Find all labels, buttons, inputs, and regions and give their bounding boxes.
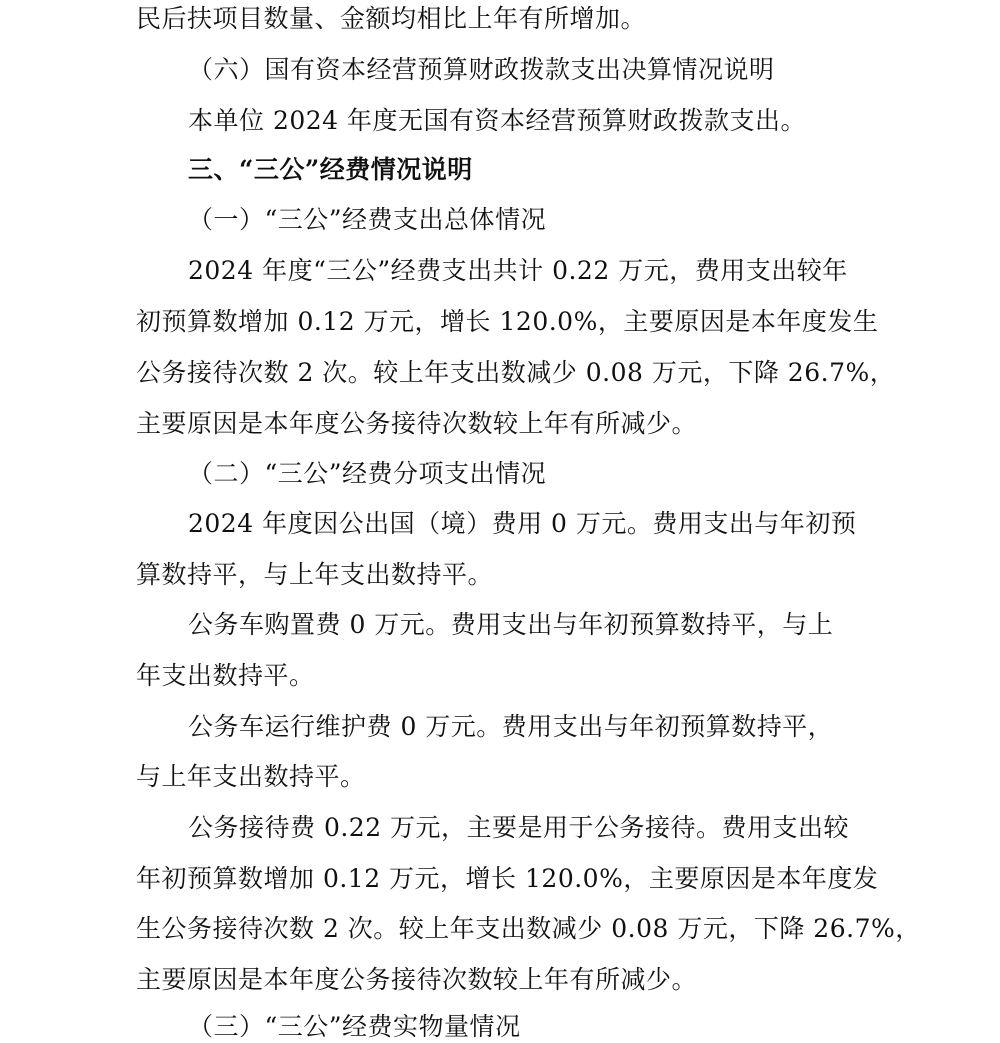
paragraph-line: 生公务接待次数 2 次。较上年支出数减少 0.08 万元，下降 26.7%， bbox=[136, 914, 921, 943]
paragraph-line: 与上年支出数持平。 bbox=[136, 762, 366, 791]
section-heading: （三）“三公”经费实物量情况 bbox=[188, 1012, 521, 1041]
paragraph-line: 公务车购置费 0 万元。费用支出与年初预算数持平，与上 bbox=[188, 610, 834, 639]
paragraph-line: 主要原因是本年度公务接待次数较上年有所减少。 bbox=[136, 409, 698, 438]
paragraph-line: 公务接待次数 2 次。较上年支出数减少 0.08 万元，下降 26.7%， bbox=[136, 358, 896, 387]
paragraph-line: 年初预算数增加 0.12 万元，增长 120.0%，主要原因是本年度发 bbox=[136, 864, 879, 893]
paragraph-line: 2024 年度因公出国（境）费用 0 万元。费用支出与年初预 bbox=[188, 509, 857, 538]
paragraph-line: 本单位 2024 年度无国有资本经营预算财政拨款支出。 bbox=[188, 106, 807, 135]
section-heading: （一）“三公”经费支出总体情况 bbox=[188, 205, 547, 234]
paragraph-line: 民后扶项目数量、金额均相比上年有所增加。 bbox=[136, 4, 647, 33]
section-heading: （六）国有资本经营预算财政拨款支出决算情况说明 bbox=[188, 55, 775, 84]
paragraph-line: 初预算数增加 0.12 万元，增长 120.0%，主要原因是本年度发生 bbox=[136, 307, 879, 336]
paragraph-line: 2024 年度“三公”经费支出共计 0.22 万元，费用支出较年 bbox=[188, 256, 848, 285]
paragraph-line: 年支出数持平。 bbox=[136, 661, 315, 690]
paragraph-line: 算数持平，与上年支出数持平。 bbox=[136, 560, 494, 589]
paragraph-line: 公务接待费 0.22 万元，主要是用于公务接待。费用支出较 bbox=[188, 813, 850, 842]
section-heading: （二）“三公”经费分项支出情况 bbox=[188, 459, 547, 488]
paragraph-line: 主要原因是本年度公务接待次数较上年有所减少。 bbox=[136, 965, 698, 994]
paragraph-line: 公务车运行维护费 0 万元。费用支出与年初预算数持平， bbox=[188, 712, 834, 741]
chapter-heading: 三、“三公”经费情况说明 bbox=[188, 155, 473, 184]
